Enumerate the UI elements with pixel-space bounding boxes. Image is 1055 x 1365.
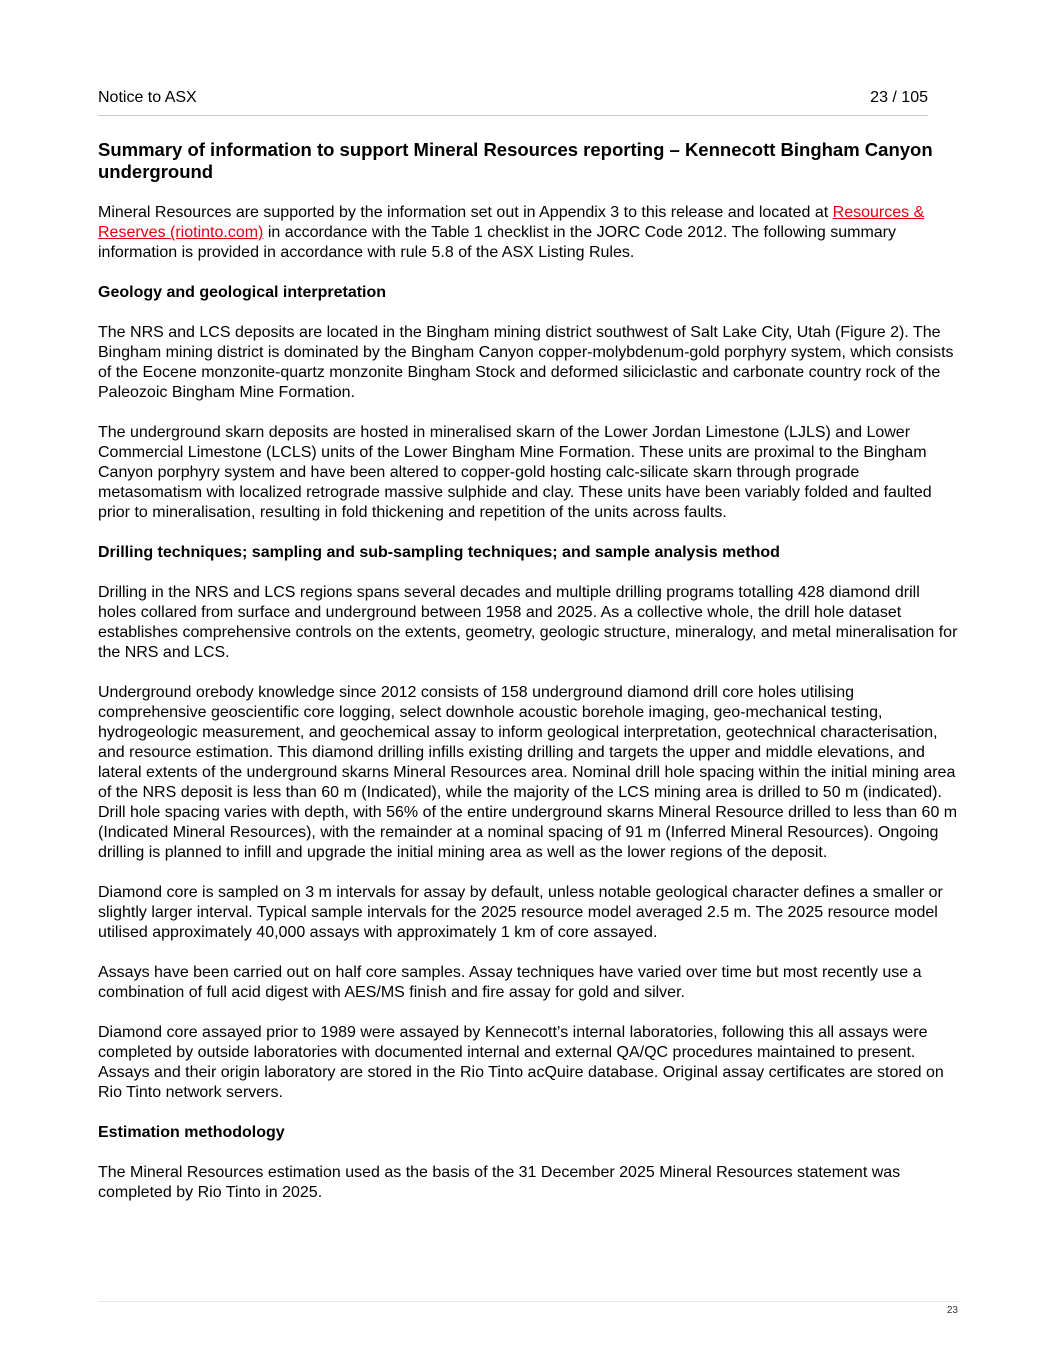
header-page-counter: 23 / 105 xyxy=(870,89,928,106)
section-heading-geology: Geology and geological interpretation xyxy=(98,284,387,301)
document-body xyxy=(98,139,960,1223)
resources-reserves-link[interactable]: Resources & Reserves (riotinto.com) xyxy=(98,204,925,241)
footer-divider xyxy=(98,1301,960,1302)
footer-page-number: 23 xyxy=(946,1305,958,1316)
drilling-paragraph-5: Diamond core assayed prior to 1989 were assayed by Kennecott’s internal laboratories, following this all assays were completed by outside laboratories with documented internal and external QA/QC procedures maintained to present. Assays and their origin laboratory are stored in the Rio Tinto acQuire database. Original assay certificates are stored on Rio Tinto network servers. xyxy=(98,1024,944,1101)
geology-paragraph-1: The NRS and LCS deposits are located in the Bingham mining district southwest of Salt Lake City, Utah (Figure 2). The Bingham mining district is dominated by the Bingham Canyon copper-molybdenum-gold porphyry system, which consists of the Eocene monzonite-quartz monzonite Bingham Stock and deformed siliciclastic and carbonate country rock of the Paleozoic Bingham Mine Formation. xyxy=(98,324,954,401)
drilling-paragraph-4: Assays have been carried out on half core samples. Assay techniques have varied over time but most recently use a combination of full acid digest with AES/MS finish and fire assay for gold and silver. xyxy=(98,964,922,1001)
intro-text-after-link: in accordance with the Table 1 checklist in the JORC Code 2012. The following summary information is provided in accordance with rule 5.8 of the ASX Listing Rules. xyxy=(98,224,896,261)
intro-paragraph xyxy=(98,203,960,263)
estimation-paragraph-1: The Mineral Resources estimation used as the basis of the 31 December 2025 Mineral Resources statement was completed by Rio Tinto in 2025. xyxy=(98,1164,901,1201)
section-heading-estimation: Estimation methodology xyxy=(98,1124,285,1141)
geology-paragraph-2: The underground skarn deposits are hosted in mineralised skarn of the Lower Jordan Limestone (LJLS) and Lower Commercial Limestone (LCLS) units of the Lower Bingham Mine Formation. These units are proximal to the Bingham Canyon porphyry system and have been altered to copper-gold hosting calc-silicate skarn through prograde metasomatism with localized retrograde massive sulphide and clay. These units have been variably folded and faulted prior to mineralisation, resulting in fold thickening and repetition of the units across faults. xyxy=(98,424,932,521)
drilling-paragraph-3: Diamond core is sampled on 3 m intervals for assay by default, unless notable geological character defines a smaller or slightly larger interval. Typical sample intervals for the 2025 resource model averaged 2.5 m. The 2025 resource model utilised approximately 40,000 assays with approximately 1 km of core assayed. xyxy=(98,884,943,941)
header-title: Notice to ASX xyxy=(98,89,197,106)
page-title: Summary of information to support Mineral Resources reporting – Kennecott Bingham Canyon underground xyxy=(98,139,933,182)
header-divider xyxy=(98,115,928,116)
drilling-paragraph-2: Underground orebody knowledge since 2012 consists of 158 underground diamond drill core holes utilising comprehensive geoscientific core logging, select downhole acoustic borehole imaging, geo-mechanical testing, hydrogeologic measurement, and geochemical assay to inform geological interpretation, geotechnical characterisation, and resource estimation. This diamond drilling infills existing drilling and targets the upper and middle elevations, and lateral extents of the underground skarns Mineral Resources area. Nominal drill hole spacing within the initial mining area of the NRS deposit is less than 60 m (Indicated), while the majority of the LCS mining area is drilled to 50 m (indicated). Drill hole spacing varies with depth, with 56% of the entire underground skarns Mineral Resource drilled to less than 60 m (Indicated Mineral Resources), with the remainder at a nominal spacing of 91 m (Inferred Mineral Resources). Ongoing drilling is planned to infill and upgrade the initial mining area as well as the lower regions of the deposit. xyxy=(98,684,958,861)
intro-text-before-link: Mineral Resources are supported by the information set out in Appendix 3 to this release and located at xyxy=(98,204,833,221)
drilling-paragraph-1: Drilling in the NRS and LCS regions spans several decades and multiple drilling programs totalling 428 diamond drill holes collared from surface and underground between 1958 and 2025. As a collective whole, the drill hole dataset establishes comprehensive controls on the extents, geometry, geologic structure, mineralogy, and metal mineralisation for the NRS and LCS. xyxy=(98,584,958,661)
section-heading-drilling: Drilling techniques; sampling and sub-sampling techniques; and sample analysis method xyxy=(98,544,780,561)
page-header xyxy=(98,88,928,110)
